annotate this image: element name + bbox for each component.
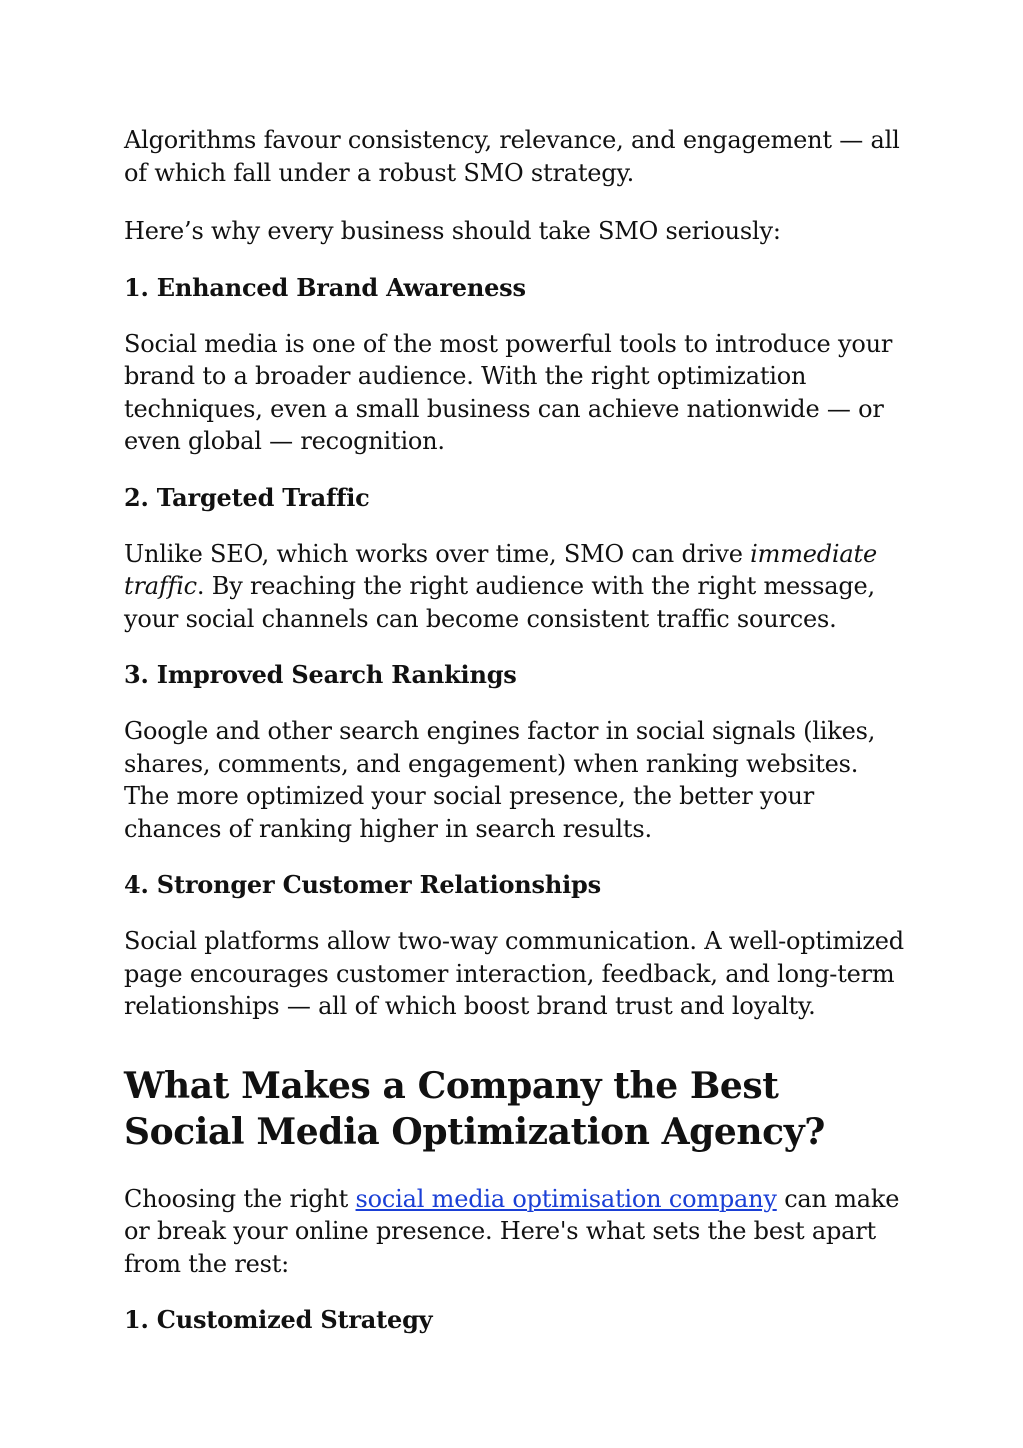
reason-body-customer-relationships: Social platforms allow two-way communication. A well-optimized page encourages customer interaction, feedback, and long-term relationships — all of which boost brand trust and loyalty. [124,927,904,1020]
document-page [124,124,904,1360]
reason-body-brand-awareness: Social media is one of the most powerful tools to introduce your brand to a broader audience. With the right optimization techniques, even a small business can achieve nationwide — or even global — recognition. [124,329,893,455]
reason-heading-brand-awareness: 1. Enhanced Brand Awareness [124,272,526,302]
intro-paragraph: Algorithms favour consistency, relevance, and engagement — all of which fall under a robust SMO strategy. [124,126,900,187]
reason-body-targeted-traffic-emphasis: immediate traffic [124,539,877,600]
agency-item-heading-customized-strategy: 1. Customized Strategy [124,1305,433,1334]
reason-body-targeted-traffic-start: Unlike SEO, which works over time, SMO can drive [124,539,751,568]
intro-lead-in: Here’s why every business should take SMO seriously: [124,217,781,245]
smo-company-link[interactable]: social media optimisation company [355,1184,777,1213]
reason-body-targeted-traffic [124,538,904,636]
agency-intro-paragraph [124,1183,904,1281]
reason-body-search-rankings: Google and other search engines factor in social signals (likes, shares, comments, and engagement) when ranking websites. The more optimized your social presence, the better your chances of ranking higher in search results. [124,717,876,843]
reason-body-targeted-traffic-end: . By reaching the right audience with the right message, your social channels can become consistent traffic sources. [124,572,875,633]
reason-heading-customer-relationships: 4. Stronger Customer Relationships [124,870,601,899]
agency-intro-start: Choosing the right [124,1184,356,1213]
reason-heading-targeted-traffic: 2. Targeted Traffic [124,482,370,512]
reason-heading-search-rankings: 3. Improved Search Rankings [124,660,517,689]
agency-intro-end: can make or break your online presence. Here's what sets the best apart from the rest: [124,1184,900,1278]
section-title-best-agency: What Makes a Company the Best Social Media Optimization Agency? [124,1064,825,1153]
